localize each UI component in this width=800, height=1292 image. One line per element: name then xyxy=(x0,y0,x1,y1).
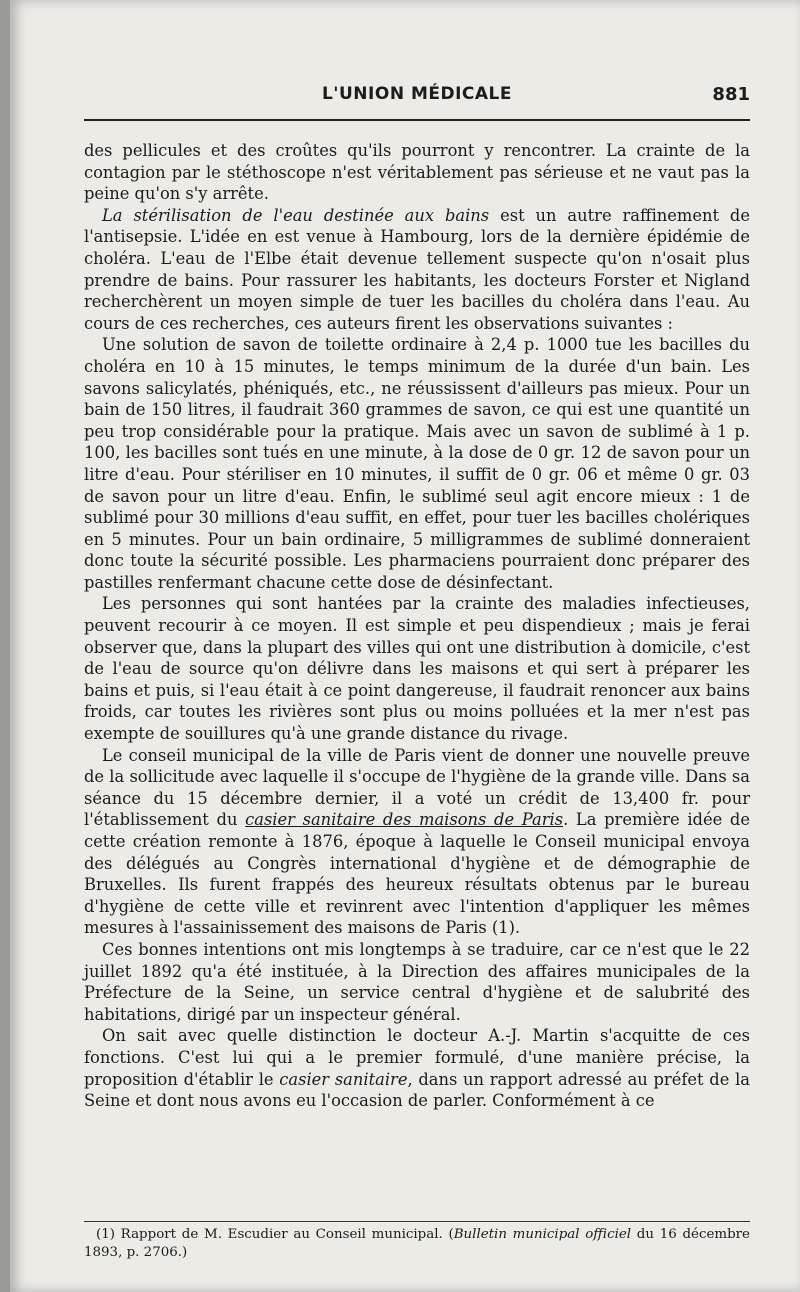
footnote-rule xyxy=(84,1221,750,1222)
text-run: Le conseil municipal de la ville de Paris vient de donner une nouvelle preuve de la sollicitude avec laquelle il s'occupe de l'hygiène de la grande ville. Dans sa séance du 15 décembre dernier, il a voté un crédit de 13,400 fr. pour l'établissement du xyxy=(84,745,750,830)
text-run: . La première idée de cette création remonte à 1876, époque à laquelle le Conseil municipal envoya des délégués au Congrès international d'hygiène et de démographie de Bruxelles. Ils furent frappés des heureux résultats obtenus par le bureau d'hygiène de cette ville et revinrent avec l'intention d'appliquer les mêmes mesures à l'assainissement des maisons de Paris (1). xyxy=(84,810,750,938)
emphasis-text: La stérilisation de l'eau destinée aux bains xyxy=(102,205,490,225)
page-header xyxy=(84,78,750,114)
paragraph xyxy=(84,939,750,1025)
paragraph xyxy=(84,334,750,593)
paragraph xyxy=(84,1025,750,1111)
paragraph xyxy=(84,140,750,205)
paragraph xyxy=(84,205,750,335)
emphasis-text: Bulletin municipal officiel xyxy=(453,1227,632,1242)
emphasis-text: casier sanitaire des maisons de Paris xyxy=(245,810,564,830)
header-rule xyxy=(84,119,750,121)
text-run: Ces bonnes intentions ont mis longtemps à se traduire, car ce n'est que le 22 juillet 1892 qu'a été instituée, à la Direction des affaires municipales de la Préfecture de la Seine, un service central d'hygiène et de salubrité des habitations, dirigé par un inspecteur général. xyxy=(84,939,750,1024)
paragraph xyxy=(84,593,750,744)
text-run: , dans un rapport adressé au préfet de la Seine et dont nous avons eu l'occasion de parler. Conformément à ce xyxy=(84,1069,750,1111)
text-run: Une solution de savon de toilette ordinaire à 2,4 p. 1000 tue les bacilles du choléra en 10 à 15 minutes, le temps minimum de la durée d'un bain. Les savons salicylatés, phéniqués, etc., ne réussissent d'ailleurs pas mieux. Pour un bain de 150 litres, il faudrait 360 grammes de savon, ce qui est une quantité un peu trop considérable pour la pratique. Mais avec un savon de sublimé à 1 p. 100, les bacilles sont tués en une minute, à la dose de 0 gr. 12 de savon pour un litre d'eau. Pour stériliser en 10 minutes, il suffit de 0 gr. 06 et même 0 gr. 03 de savon pour un litre d'eau. Enfin, le sublimé seul agit encore mieux : 1 de sublimé pour 30 millions d'eau suffit, en effet, pour tuer les bacilles cholériques en 5 minutes. Pour un bain ordinaire, 5 milligrammes de sublimé donneraient donc toute la sécurité possible. Les pharmaciens pourraient donc préparer des pastilles renfermant chacune cette dose de désinfectant. xyxy=(84,335,750,592)
text-run: des pellicules et des croûtes qu'ils pourront y rencontrer. La crainte de la contagion par le stéthoscope n'est véritablement pas sérieuse et ne vaut pas la peine qu'on s'y arrête. xyxy=(84,141,750,204)
article-body xyxy=(84,140,750,1112)
footnote xyxy=(84,1226,750,1261)
paragraph xyxy=(84,745,750,939)
journal-page xyxy=(10,0,800,1292)
text-run: On sait avec quelle distinction le docteur A.-J. Martin s'acquitte de ces fonctions. C'est lui qui a le premier formulé, d'une manière précise, la proposition d'établir le xyxy=(84,1026,750,1089)
running-title: L'UNION MÉDICALE xyxy=(321,84,513,104)
emphasis-text: casier sanitaire xyxy=(279,1069,408,1089)
page-number: 881 xyxy=(712,84,750,105)
text-run: est un autre raffinement de l'antisepsie. L'idée en est venue à Hambourg, lors de la dernière épidémie de choléra. L'eau de l'Elbe était devenue tellement suspecte qu'on n'osait plus prendre de bains. Pour rassurer les habitants, les docteurs Forster et Nigland recherchèrent un moyen simple de tuer les bacilles du choléra dans l'eau. Au cours de ces recherches, ces auteurs firent les observations suivantes : xyxy=(84,205,750,333)
text-run: (1) Rapport de M. Escudier au Conseil municipal. ( xyxy=(96,1227,454,1242)
text-run: Les personnes qui sont hantées par la crainte des maladies infectieuses, peuvent recourir à ce moyen. Il est simple et peu dispendieux ; mais je ferai observer que, dans la plupart des villes qui ont une distribution à domicile, c'est de l'eau de source qu'on délivre dans les maisons et qui sert à préparer les bains et puis, si l'eau était à ce point dangereuse, il faudrait renoncer aux bains froids, car toutes les rivières sont plus ou moins polluées et la mer n'est pas exempte de souillures qu'à une grande distance du rivage. xyxy=(84,594,750,744)
text-run: du 16 décembre 1893, p. 2706.) xyxy=(84,1227,750,1260)
